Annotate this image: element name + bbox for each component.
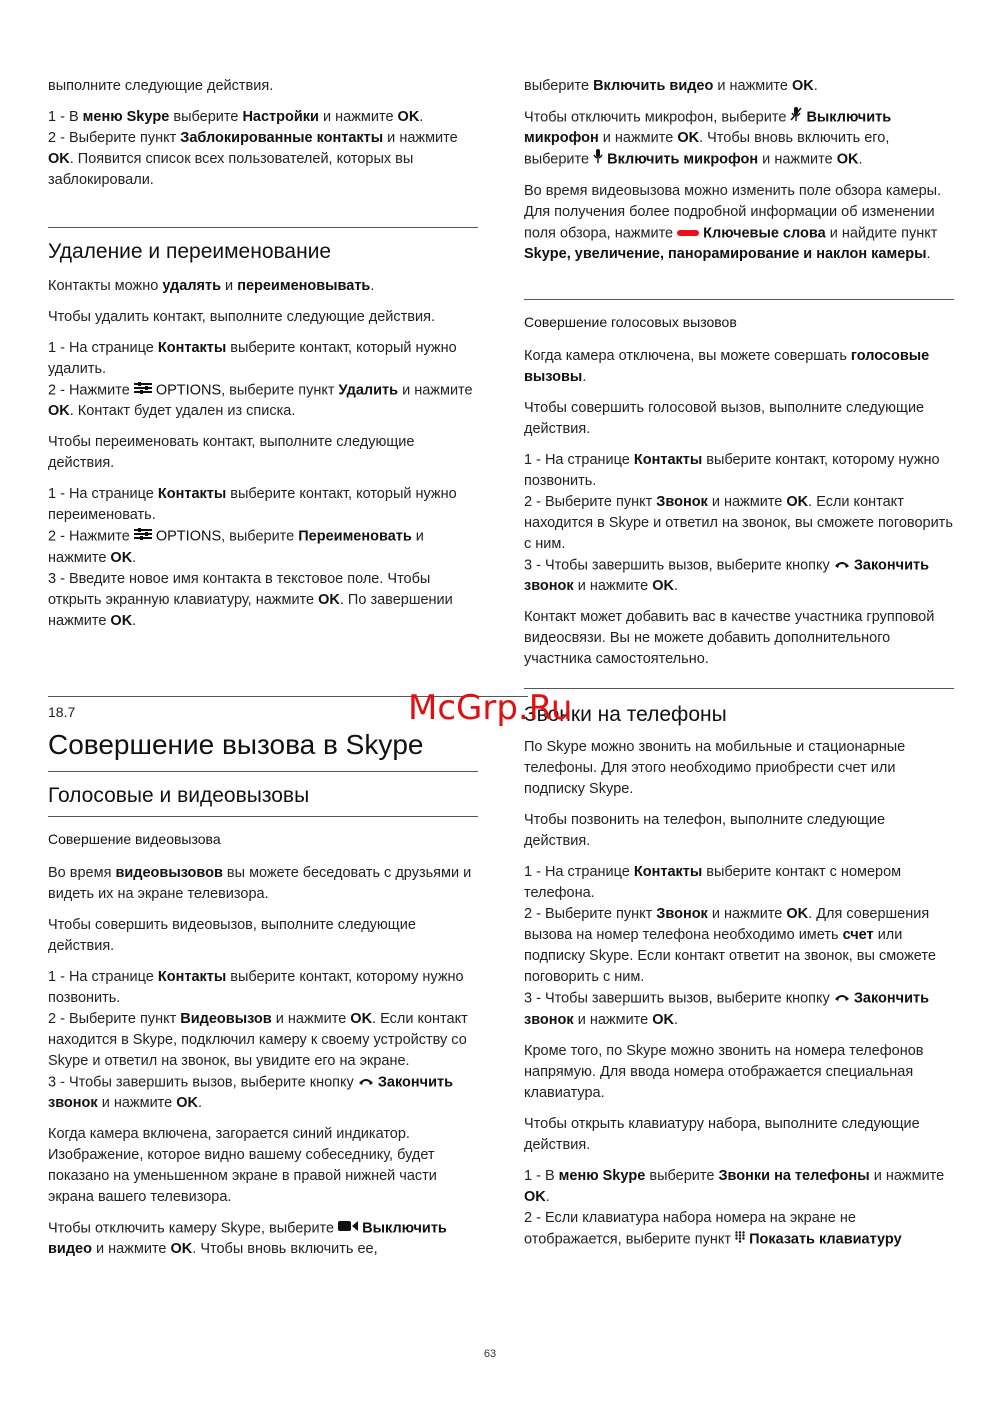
- phones-intro: По Skype можно звонить на мобильные и стационарные телефоны. Для этого необходимо приобрести счет или подписку Skype.: [524, 739, 906, 798]
- red-key-icon: [677, 223, 699, 244]
- voice-intro: Когда камера отключена, вы можете совершать голосовые вызовы.: [524, 347, 930, 385]
- camera-view-text: Во время видеовызова можно изменить поле обзора камеры.: [524, 182, 942, 199]
- video-steps: 1 - На странице Контакты выберите контакт, которому нужно позвонить. 2 - Выберите пункт Видеовызов и нажмите OK. Если контакт находится в Skype, подключил камеру к своему устройству со Skype и ответил на звонок, вы увидите его на экране. 3 - Чтобы завершить вызов, выберите кнопку Закончить звонок и нажмите OK.: [48, 968, 468, 1111]
- video-on-text: выберите Включить видео и нажмите OK.: [524, 78, 818, 94]
- chapter-number: 18.7: [48, 703, 76, 720]
- video-how: Чтобы совершить видеовызов, выполните следующие действия.: [48, 916, 416, 954]
- phones-how: Чтобы позвонить на телефон, выполните следующие действия.: [524, 812, 886, 850]
- right-column: [524, 76, 954, 1260]
- blocked-steps: 1 - В меню Skype выберите Настройки и нажмите OK. 2 - Выберите пункт Заблокированные контакты и нажмите OK. Появится список всех пользователей, которых вы заблокировали.: [48, 109, 458, 188]
- direct-dial-text: Кроме того, по Skype можно звонить на номера телефонов напрямую. Для ввода номера отображается специальная клавиатура.: [524, 1042, 924, 1101]
- delete-intro: Контакты можно удалять и переименовывать.: [48, 278, 375, 294]
- hang-up-icon: [834, 555, 850, 576]
- video-off-text: Чтобы отключить камеру Skype, выберите Выключить видео и нажмите OK. Чтобы вновь включить ее,: [48, 1218, 478, 1260]
- voice-how: Чтобы совершить голосовой вызов, выполните следующие действия.: [524, 399, 925, 437]
- mic-icon: [593, 149, 603, 170]
- camera-indicator-text: Когда камера включена, загорается синий индикатор. Изображение, которое видно вашему собеседнику, будет показано на уменьшенном экране в правой нижней части экрана вашего телевизора.: [48, 1125, 437, 1205]
- video-camera-icon: [338, 1218, 358, 1239]
- left-column: [48, 76, 478, 1270]
- delete-how: Чтобы удалить контакт, выполните следующие действия.: [48, 309, 435, 325]
- rename-how: Чтобы переименовать контакт, выполните следующие действия.: [48, 434, 415, 472]
- mic-text: Чтобы отключить микрофон, выберите Выключить микрофон и нажмите OK. Чтобы вновь включить его, выберите Включить микрофон и нажмите OK.: [524, 107, 954, 171]
- hang-up-icon: [834, 988, 850, 1009]
- group-call-text: Контакт может добавить вас в качестве участника групповой видеосвязи. Вы не можете добавить дополнительного участника самостоятельно.: [524, 609, 935, 668]
- chapter-title: Совершение вызова в Skype: [48, 728, 424, 760]
- section-title-calls: Голосовые и видеовызовы: [48, 783, 310, 807]
- options-icon: [134, 380, 152, 401]
- section-title-delete: Удаление и переименование: [48, 240, 332, 263]
- camera-view-more: Для получения более подробной информации об изменении поля обзора, нажмите Ключевые слова и найдите пункт Skype, увеличение, панорамирование и наклон камеры.: [524, 203, 938, 262]
- video-intro: Во время видеовызовов вы можете беседовать с друзьями и видеть их на экране телевизора.: [48, 864, 472, 902]
- rename-steps: 1 - На странице Контакты выберите контакт, который нужно переименовать. 2 - Нажмите OPTIONS, выберите Переименовать и нажмите OK. 3 - Введите новое имя контакта в текстовое поле. Чтобы открыть экранную клавиатуру, нажмите OK. По завершении нажмите OK.: [48, 486, 457, 629]
- dialpad-icon: [735, 1229, 745, 1250]
- voice-steps: 1 - На странице Контакты выберите контакт, которому нужно позвонить. 2 - Выберите пункт Звонок и нажмите OK. Если контакт находится в Skype и ответил на звонок, вы сможете поговорить с ним. 3 - Чтобы завершить вызов, выберите кнопку Закончить звонок и нажмите OK.: [524, 451, 953, 595]
- intro-text: выполните следующие действия.: [48, 78, 274, 94]
- hang-up-icon: [358, 1072, 374, 1093]
- section-title-phones: Звонки на телефоны: [524, 703, 727, 727]
- page-number: 63: [483, 1348, 497, 1360]
- delete-steps: 1 - На странице Контакты выберите контакт, который нужно удалить. 2 - Нажмите OPTIONS, выберите пункт Удалить и нажмите OK. Контакт будет удален из списка.: [48, 340, 473, 420]
- subheading-voice-call: Совершение голосовых вызовов: [524, 313, 737, 330]
- phones-steps: 1 - На странице Контакты выберите контакт с номером телефона. 2 - Выберите пункт Звонок и нажмите OK. Для совершения вызова на номер телефона необходимо иметь счет или подписку Skype. Если контакт ответит на звонок, вы сможете поговорить с ним. 3 - Чтобы завершить вызов, выберите кнопку Закончить звонок и нажмите OK.: [524, 864, 936, 1028]
- mic-off-icon: [790, 107, 802, 128]
- options-icon: [134, 526, 152, 547]
- dialpad-how: Чтобы открыть клавиатуру набора, выполните следующие действия.: [524, 1115, 920, 1153]
- watermark: McGrp.Ru: [408, 688, 573, 728]
- subheading-video-call: Совершение видеовызова: [48, 830, 221, 847]
- dialpad-steps: 1 - В меню Skype выберите Звонки на телефоны и нажмите OK. 2 - Если клавиатура набора номера на экране не отображается, выберите пункт Показать клавиатуру: [524, 1166, 954, 1250]
